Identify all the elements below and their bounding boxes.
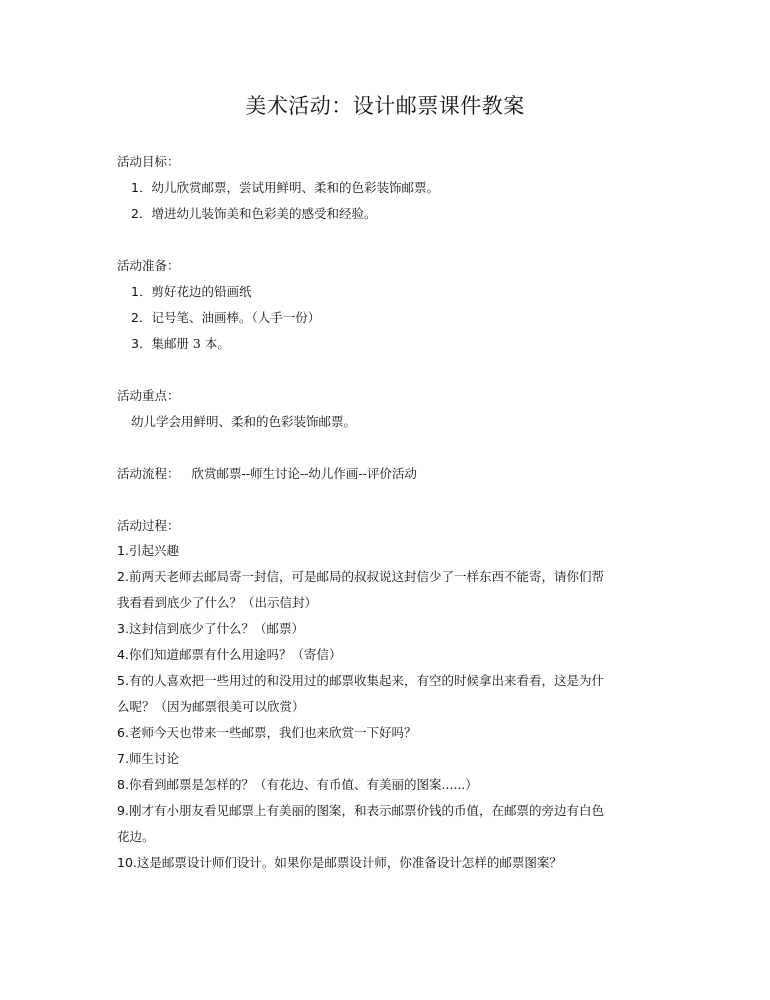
flow-text: 欣赏邮票--师生讨论--幼儿作画--评价活动 bbox=[191, 466, 417, 481]
goal-item bbox=[131, 206, 376, 222]
process-step-text: 你们知道邮票有什么用途吗？（寄信） bbox=[128, 647, 342, 662]
process-step-number: 8. bbox=[117, 777, 129, 792]
process-step-text: 师生讨论 bbox=[128, 751, 179, 766]
prep-item-text: 剪好花边的铅画纸 bbox=[151, 284, 252, 299]
process-step-text: 前两天老师去邮局寄一封信，可是邮局的叔叔说这封信少了一样东西不能寄，请你们帮 bbox=[128, 569, 604, 584]
process-step-text: 这封信到底少了什么？（邮票） bbox=[128, 621, 304, 636]
flow-heading: 活动流程： bbox=[117, 466, 180, 481]
process-step-continuation: 花边。 bbox=[117, 829, 155, 844]
goal-item-number: 2． bbox=[131, 206, 152, 221]
prep-item bbox=[131, 336, 230, 352]
prep-item bbox=[131, 310, 320, 326]
process-step-number: 1. bbox=[117, 543, 129, 558]
process-step-text: 引起兴趣 bbox=[128, 543, 179, 558]
process-heading: 活动过程： bbox=[117, 518, 180, 533]
process-step-number: 6. bbox=[117, 725, 129, 740]
goal-item bbox=[131, 180, 439, 196]
prep-item-number: 1． bbox=[131, 284, 152, 299]
process-step-number: 9. bbox=[117, 803, 129, 818]
process-step-text: 你看到邮票是怎样的？（有花边、有币值、有美丽的图案......） bbox=[128, 777, 478, 792]
process-step-continuation: 么呢？（因为邮票很美可以欣赏） bbox=[117, 699, 305, 714]
prep-item-number: 3． bbox=[131, 336, 152, 351]
process-step-continuation: 我看看到底少了什么？（出示信封） bbox=[117, 595, 318, 610]
process-step bbox=[117, 751, 179, 767]
process-step-text: 有的人喜欢把一些用过的和没用过的邮票收集起来，有空的时候拿出来看看，这是为什 bbox=[128, 673, 604, 688]
flow-row bbox=[117, 466, 417, 482]
prep-heading: 活动准备： bbox=[117, 258, 180, 273]
prep-item-number: 2． bbox=[131, 310, 152, 325]
prep-item bbox=[131, 284, 251, 300]
prep-item-text: 记号笔、油画棒。（人手一份） bbox=[151, 310, 321, 325]
process-step-text: 这是邮票设计师们设计。如果你是邮票设计师，你准备设计怎样的邮票图案？ bbox=[136, 855, 562, 870]
process-step-number: 7. bbox=[117, 751, 129, 766]
process-step bbox=[117, 777, 478, 793]
process-step bbox=[117, 621, 304, 637]
goals-heading: 活动目标： bbox=[117, 154, 180, 169]
process-step bbox=[117, 855, 562, 871]
process-step-number: 4. bbox=[117, 647, 129, 662]
process-step-text: 刚才有小朋友看见邮票上有美丽的图案，和表示邮票价钱的币值，在邮票的旁边有白色 bbox=[128, 803, 604, 818]
process-step-number: 5. bbox=[117, 673, 129, 688]
process-step bbox=[117, 543, 179, 559]
goal-item-text: 增进幼儿装饰美和色彩美的感受和经验。 bbox=[151, 206, 377, 221]
focus-heading: 活动重点： bbox=[117, 388, 180, 403]
focus-text: 幼儿学会用鲜明、柔和的色彩装饰邮票。 bbox=[131, 414, 357, 429]
process-step bbox=[117, 569, 604, 585]
process-step bbox=[117, 803, 604, 819]
process-step-number: 10. bbox=[117, 855, 137, 870]
goal-item-number: 1． bbox=[131, 180, 152, 195]
process-step-text: 老师今天也带来一些邮票，我们也来欣赏一下好吗？ bbox=[128, 725, 417, 740]
page-title: 美术活动：设计邮票课件教案 bbox=[245, 94, 525, 118]
process-step bbox=[117, 647, 341, 663]
process-step-number: 3. bbox=[117, 621, 129, 636]
process-step bbox=[117, 725, 416, 741]
prep-item-text: 集邮册 3 本。 bbox=[151, 336, 230, 351]
process-step-number: 2. bbox=[117, 569, 129, 584]
goal-item-text: 幼儿欣赏邮票，尝试用鲜明、柔和的色彩装饰邮票。 bbox=[151, 180, 439, 195]
process-step bbox=[117, 673, 604, 689]
